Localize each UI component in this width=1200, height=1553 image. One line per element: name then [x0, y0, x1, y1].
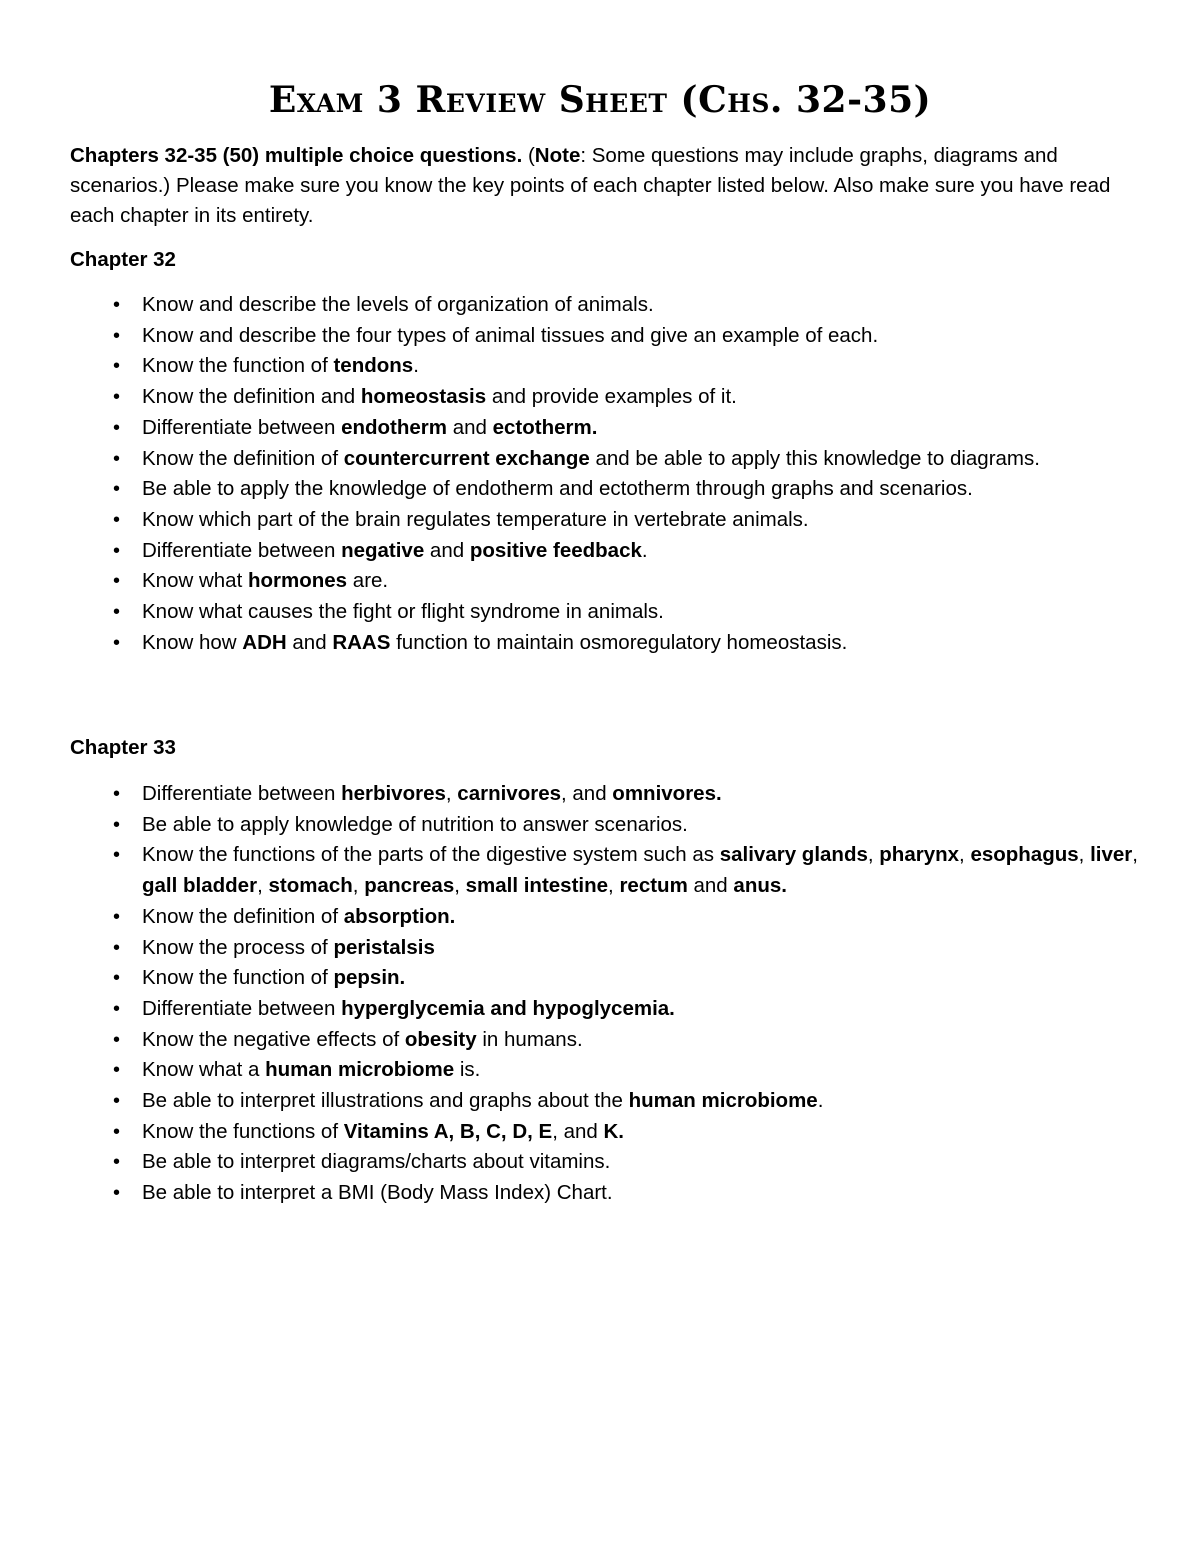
item-text: Know the functions of — [142, 1119, 344, 1143]
list-item — [70, 1055, 1150, 1086]
item-text: function to maintain osmoregulatory homeostasis. — [390, 630, 848, 654]
bold-term: K. — [603, 1119, 624, 1143]
item-text: in humans. — [476, 1027, 583, 1051]
item-text: Know and describe the levels of organization of animals. — [142, 293, 654, 316]
item-text: , — [867, 843, 880, 867]
list-item — [70, 840, 1150, 901]
item-text: and — [447, 415, 493, 439]
intro-rest: : Some questions may include graphs, diagrams and scenarios.) Please make sure you know the key points of each chapter listed below. Also make sure you have read each chapter in its entirety. — [70, 144, 1111, 227]
item-text: , — [454, 874, 466, 898]
list-item — [70, 1147, 1150, 1178]
list-item — [70, 566, 1150, 597]
item-text: is. — [454, 1058, 481, 1082]
list-item — [70, 1025, 1150, 1056]
item-text: and — [424, 538, 470, 562]
item-text: and provide examples of it. — [486, 385, 737, 409]
bold-term: small intestine — [465, 874, 609, 898]
item-text: Know and describe the four types of animal tissues and give an example of each. — [142, 323, 879, 347]
list-item — [70, 1117, 1150, 1148]
list-item — [70, 1086, 1150, 1117]
item-text: Know the definition and — [142, 385, 361, 409]
bold-term: human microbiome — [265, 1058, 455, 1082]
bold-term: negative — [341, 538, 425, 562]
item-text: Differentiate between — [142, 415, 342, 439]
bold-term: liver — [1090, 843, 1133, 867]
list-item — [70, 933, 1150, 964]
list-item — [70, 474, 1150, 505]
item-text: Know the functions of the parts of the digestive system such as — [142, 843, 720, 867]
list-item — [70, 963, 1150, 994]
bold-term: hyperglycemia and hypoglycemia. — [341, 996, 675, 1020]
item-text: and — [687, 874, 734, 898]
bold-term: ectotherm. — [492, 415, 598, 439]
item-text: Differentiate between — [142, 782, 342, 805]
bold-term: absorption. — [343, 904, 456, 928]
bold-term: hormones — [247, 569, 348, 593]
list-item — [70, 1178, 1150, 1209]
bold-term: omnivores. — [612, 782, 722, 805]
item-text: , — [1132, 843, 1138, 867]
bold-term: carnivores — [457, 782, 561, 805]
list-item — [70, 444, 1150, 475]
item-text: Be able to apply the knowledge of endotherm and ectotherm through graphs and scenarios. — [142, 477, 973, 501]
item-text: Be able to interpret diagrams/charts about vitamins. — [142, 1150, 611, 1174]
chapter-32-list — [70, 290, 1150, 658]
bold-term: countercurrent exchange — [343, 446, 590, 470]
item-text: . — [413, 354, 419, 378]
intro-bold-text: Chapters 32-35 (50) multiple choice questions. — [70, 144, 523, 167]
bold-term: gall bladder — [142, 874, 258, 898]
item-text: Differentiate between — [142, 538, 342, 562]
intro-note-label: Note — [534, 144, 581, 167]
item-text: , — [959, 843, 971, 867]
item-text: Know the function of — [142, 354, 334, 378]
item-text: , — [257, 874, 269, 898]
bold-term: ADH — [242, 630, 287, 654]
list-item — [70, 351, 1150, 382]
bold-term: homeostasis — [360, 385, 487, 409]
item-text: Know what — [142, 569, 248, 593]
bold-term: esophagus — [970, 843, 1079, 867]
chapter-33-heading: Chapter 33 — [70, 736, 176, 759]
item-text: and be able to apply this knowledge to diagrams. — [589, 446, 1040, 470]
bold-term: endotherm — [341, 415, 447, 439]
item-text: . — [817, 1089, 824, 1113]
intro-open-paren: ( — [522, 144, 535, 167]
item-text: , and — [552, 1119, 604, 1143]
item-text: are. — [347, 569, 389, 593]
bold-term: rectum — [619, 874, 688, 898]
list-item — [70, 321, 1150, 352]
item-text: . — [641, 538, 648, 562]
bold-term: Vitamins A, B, C, D, E — [343, 1119, 553, 1143]
bold-term: pepsin. — [333, 966, 406, 990]
item-text: Know the process of — [142, 935, 334, 959]
item-text: Be able to apply knowledge of nutrition to answer scenarios. — [142, 812, 688, 836]
item-text: Know the negative effects of — [142, 1027, 405, 1051]
intro-paragraph — [70, 141, 1140, 231]
bold-term: RAAS — [332, 630, 391, 654]
bold-term: stomach — [268, 874, 353, 898]
list-item — [70, 779, 1150, 810]
item-text: , — [1078, 843, 1091, 867]
bold-term: obesity — [404, 1027, 477, 1051]
bold-term: peristalsis — [333, 935, 435, 959]
list-item — [70, 505, 1150, 536]
item-text: Be able to interpret a BMI (Body Mass Index) Chart. — [142, 1181, 613, 1205]
list-item — [70, 382, 1150, 413]
bold-term: positive feedback — [469, 538, 642, 562]
bold-term: anus. — [733, 874, 787, 898]
bold-term: human microbiome — [628, 1089, 818, 1113]
list-item — [70, 902, 1150, 933]
list-item — [70, 536, 1150, 567]
list-item — [70, 413, 1150, 444]
item-text: and — [286, 630, 333, 654]
item-text: Know what causes the fight or flight syndrome in animals. — [142, 600, 664, 624]
bold-term: pancreas — [364, 874, 455, 898]
item-text: Know the function of — [142, 966, 334, 990]
list-item — [70, 290, 1150, 321]
bold-term: salivary glands — [719, 843, 868, 867]
bold-term: tendons — [333, 354, 414, 378]
item-text: Know how — [142, 630, 243, 654]
item-text: Know which part of the brain regulates temperature in vertebrate animals. — [142, 507, 809, 531]
item-text: , and — [561, 782, 613, 805]
item-text: , — [608, 874, 620, 898]
item-text: Differentiate between — [142, 996, 342, 1020]
list-item — [70, 810, 1150, 841]
bold-term: pharynx — [879, 843, 960, 867]
list-item — [70, 597, 1150, 628]
list-item — [70, 628, 1150, 659]
chapter-33-list — [70, 779, 1150, 1209]
bold-term: herbivores — [341, 782, 446, 805]
item-text: Know the definition of — [142, 904, 344, 928]
item-text: Know what a — [142, 1058, 266, 1082]
item-text: Know the definition of — [142, 446, 344, 470]
item-text: , — [445, 782, 458, 805]
list-item — [70, 994, 1150, 1025]
item-text: Be able to interpret illustrations and graphs about the — [142, 1089, 629, 1113]
page-title: Exam 3 Review Sheet (Chs. 32-35) — [268, 79, 932, 121]
item-text: , — [352, 874, 365, 898]
chapter-32-heading: Chapter 32 — [70, 248, 176, 271]
